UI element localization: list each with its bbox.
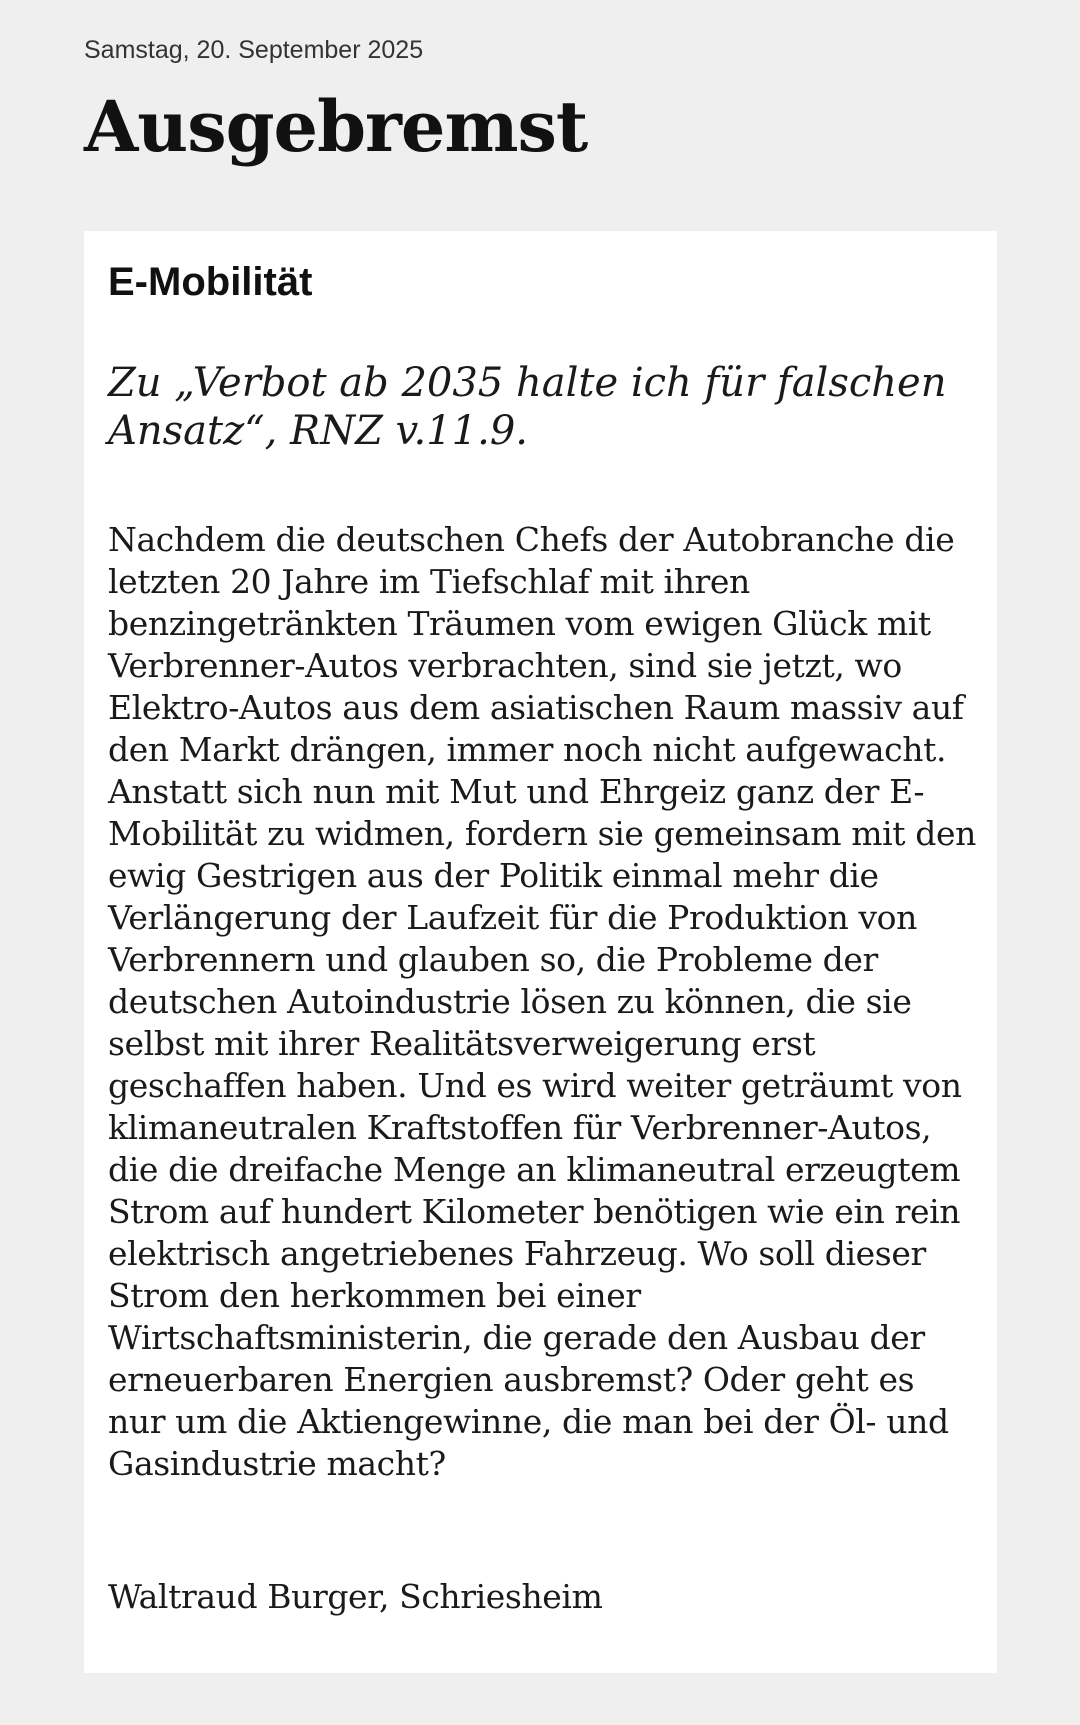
article-headline: Ausgebremst [84,85,588,168]
letter-card [84,231,997,1673]
article-subtitle: Zu „Verbot ab 2035 halte ich für falschen Ansatz“, RNZ v.11.9. [108,360,947,454]
article-body: Nachdem die deutschen Chefs der Autobranche die letzten 20 Jahre im Tiefschlaf mit ihren benzingetränkten Träumen vom ewigen Glück mit Verbrenner-Autos verbrachten, sind sie jetzt, wo Elektro-Autos aus dem asiatischen Raum massiv auf den Markt drängen, immer noch nicht aufgewacht. Anstatt sich nun mit Mut und Ehrgeiz ganz der E-Mobilität zu widmen, fordern sie gemeinsam mit den ewig Gestrigen aus der Politik einmal mehr die Verlängerung der Laufzeit für die Produktion von Verbrennern und glauben so, die Probleme der deutschen Autoindustrie lösen zu können, die sie selbst mit ihrer Realitätsverweigerung erst geschaffen haben. Und es wird weiter geträumt von klimaneutralen Kraftstoffen für Verbrenner-Autos, die die dreifache Menge an klimaneutral erzeugtem Strom auf hundert Kilometer benötigen wie ein rein elektrisch angetriebenes Fahrzeug. Wo soll dieser Strom den herkommen bei einer Wirtschaftsministerin, die gerade den Ausbau der erneuerbaren Energien ausbremst? Oder geht es nur um die Aktiengewinne, die man bei der Öl- und Gasindustrie macht? [108,520,976,1483]
article-kicker: E-Mobilität [108,260,313,304]
letter-author: Waltraud Burger, Schriesheim [108,1577,603,1616]
publication-date: Samstag, 20. September 2025 [84,36,424,64]
